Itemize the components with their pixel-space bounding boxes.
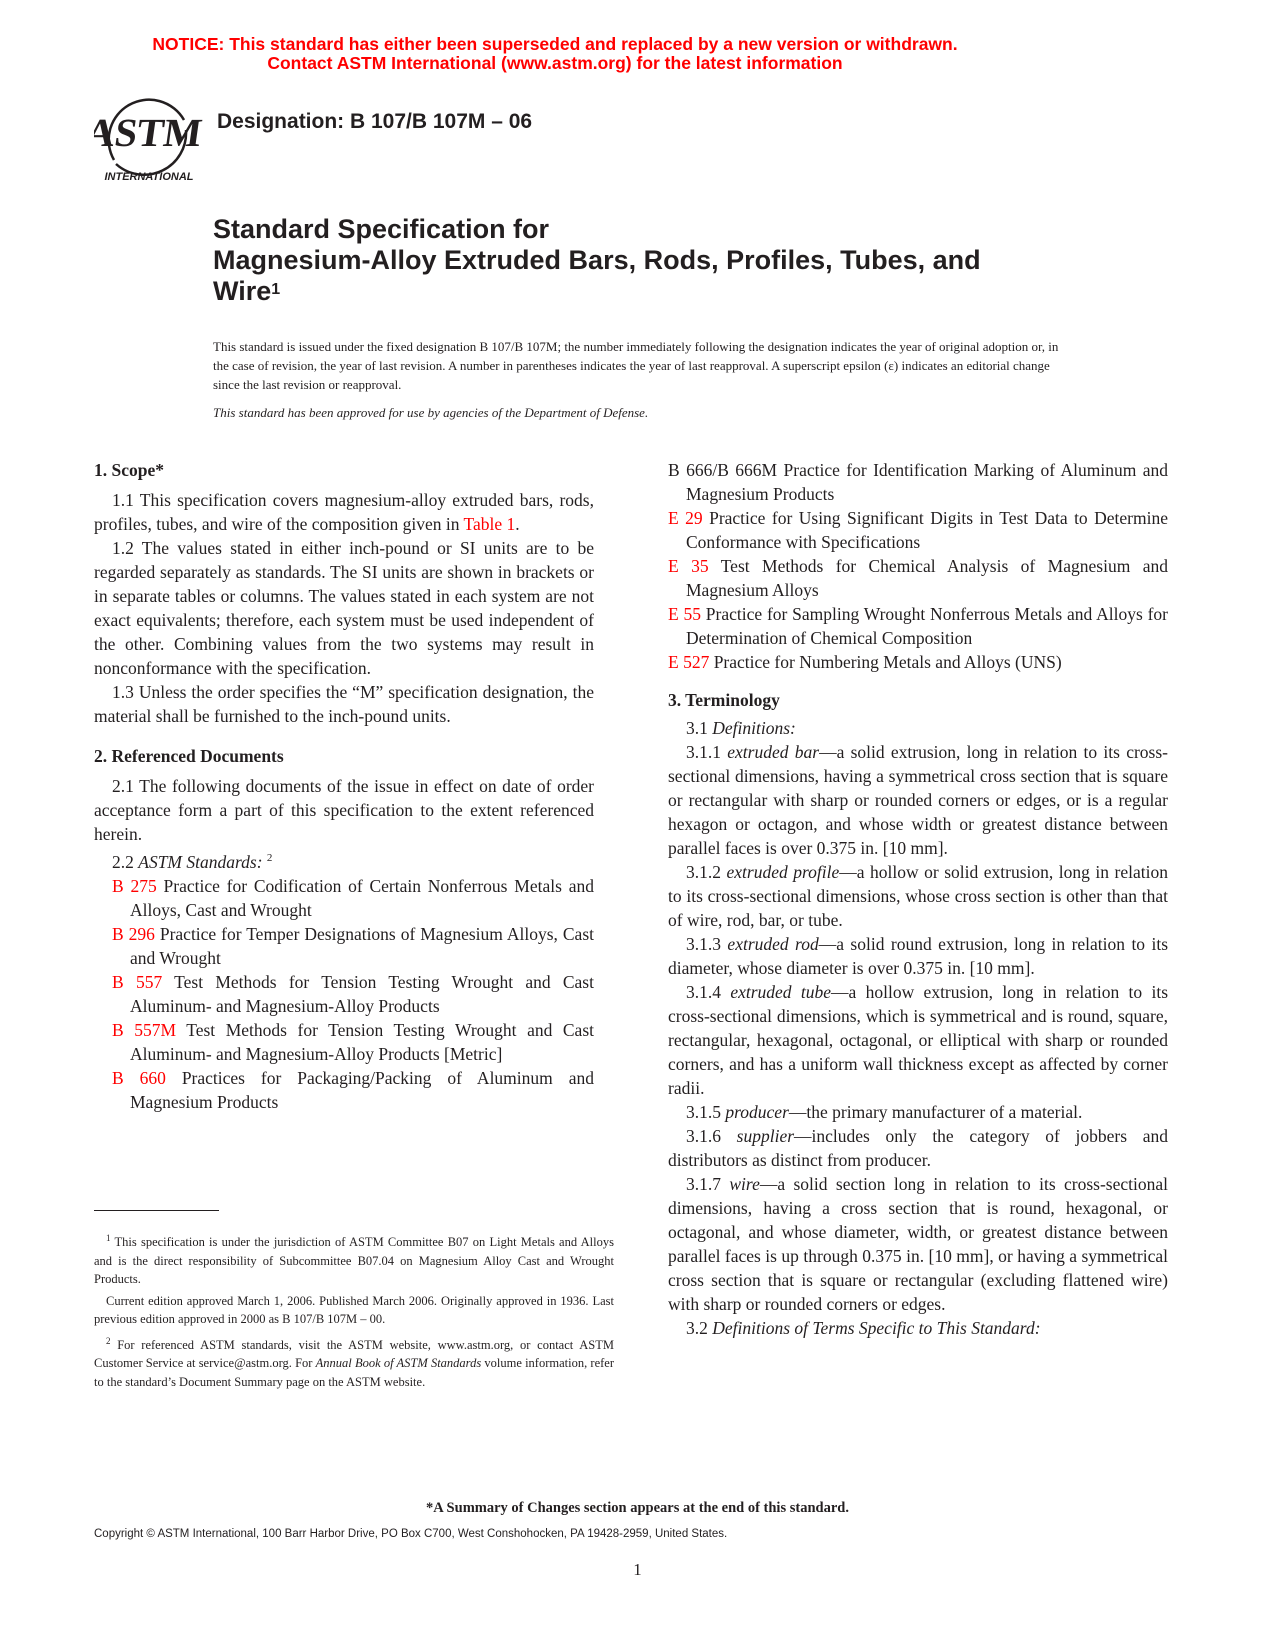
ref-b296: B 296 Practice for Temper Designations of Magnesium Alloys, Cast and Wrought [112,923,594,968]
issued-note: This standard is issued under the fixed designation B 107/B 107M; the number immediately following the designation indicates the year of original adoption or, in the case of revision, the year of last revision. A number in parentheses indicates the year of last reapproval. A superscript epsilon (ε) indicates an editorial change since the last revision or reapproval. [213,339,1059,392]
dod-note: This standard has been approved for use by agencies of the Department of Defense. [213,405,649,420]
logo-text: INTERNATIONAL [104,171,194,183]
copyright: Copyright © ASTM International, 100 Barr Harbor Drive, PO Box C700, West Conshohocken, PA 19428-2959, United States. [94,1528,728,1540]
definition-3-1-7: 3.1.7 wire—a solid section long in relation to its cross-sectional dimensions, having a cross section that is round, hexagonal, or octagonal, and whose diameter, width, or greatest distance between parallel faces is up through 0.375 in. [10 mm], or having a symmetrical cross section that is square or rectangular (excluding flattened wire) with sharp or rounded corners or edges. [668,1174,1168,1314]
logo-mark: ASTM [94,110,204,155]
ref-b275: B 275 Practice for Codification of Certain Nonferrous Metals and Alloys, Cast and Wrought [112,875,594,920]
title-line-3: Wire$^1$ [213,276,281,306]
footnote-divider [94,1210,219,1211]
summary-of-changes-note: *A Summary of Changes section appears at the end of this standard. [426,1500,849,1516]
ref-b666: B 666/B 666M Practice for Identification Marking of Aluminum and Magnesium Products [668,460,1168,504]
definition-3-1-5: 3.1.5 producer—the primary manufacturer of a material. [686,1102,1083,1122]
footnote-1-edition: Current edition approved March 1, 2006. Published March 2006. Originally approved in 1936. Last previous edition approved in 2000 as B 107/B 107M – 00. [94,1293,614,1327]
designation: Designation: B 107/B 107M – 06 [217,110,533,133]
terminology-heading: 3. Terminology [668,690,780,710]
definition-3-1-4: 3.1.4 extruded tube—a hollow extrusion, long in relation to its cross-sectional dimensions, which is symmetrical and is round, square, rectangular, hexagonal, octagonal, or elliptical with sharp or rounded corners, and has a uniform wall thickness except as affected by corner radii. [668,982,1169,1098]
ref-e527: E 527 Practice for Numbering Metals and Alloys (UNS) [668,652,1062,672]
left-column [94,458,594,1114]
definition-3-1-6: 3.1.6 supplier—includes only the category of jobbers and distributors as distinct from producer. [668,1126,1168,1170]
page-number: 1 [633,1560,642,1579]
footnote-2: $^2$ For referenced ASTM standards, visit the ASTM website, www.astm.org, or contact ASTM Customer Service at service@astm.org. For Annual Book of ASTM Standards volume information, refer to the standard’s Document Summary page on the ASTM website. [94,1335,614,1389]
ref-b660: B 660 Practices for Packaging/Packing of Aluminum and Magnesium Products [112,1067,594,1112]
title-line-1: Standard Specification for [213,214,550,244]
title-line-2: Magnesium-Alloy Extruded Bars, Rods, Profiles, Tubes, and [213,245,981,275]
right-column [668,458,1168,1340]
table-1-link[interactable]: Table 1 [463,514,516,534]
ref-b557: B 557 Test Methods for Tension Testing Wrought and Cast Aluminum- and Magnesium-Alloy Products [112,971,594,1016]
page-title [213,214,1113,307]
section-2-2: 2.2 ASTM Standards: $^2$ [112,851,273,872]
ref-e55: E 55 Practice for Sampling Wrought Nonferrous Metals and Alloys for Determination of Chemical Composition [668,604,1168,648]
astm-logo-icon [94,90,204,188]
section-1-2: 1.2 The values stated in either inch-pound or SI units are to be regarded separately as standards. The SI units are shown in brackets or in separate tables or columns. The values stated in each system are not exact equivalents; therefore, each system must be used independent of the other. Combining values from the two systems may result in nonconformance with the specification. [94,538,594,678]
notice-line-2: Contact ASTM International (www.astm.org) for the latest information [267,53,843,73]
definition-3-1-1: 3.1.1 extruded bar—a solid extrusion, long in relation to its cross-sectional dimensions, having a symmetrical cross section that is square or rectangular with sharp or rounded corners or edges, or is a regular hexagon or octagon, and whose width or greatest distance between parallel faces is over 0.375 in. [10 mm]. [668,742,1169,858]
ref-e35: E 35 Test Methods for Chemical Analysis of Magnesium and Magnesium Alloys [668,556,1168,600]
title-footnote-mark: 1 [271,281,281,298]
referenced-documents-heading: 2. Referenced Documents [94,746,284,766]
definition-3-1-2: 3.1.2 extruded profile—a hollow or solid extrusion, long in relation to its cross-sectional dimensions, whose cross section is other than that of wire, rod, bar, or tube. [668,862,1168,930]
section-1-3: 1.3 Unless the order specifies the “M” specification designation, the material shall be furnished to the inch-pound units. [94,682,594,726]
footnote-1: $^1$ This specification is under the jurisdiction of ASTM Committee B07 on Light Metals and Alloys and is the direct responsibility of Subcommittee B07.04 on Magnesium Alloy Cast and Wrought Products. [94,1233,614,1287]
section-1-1: 1.1 This specification covers magnesium-alloy extruded bars, rods, profiles, tubes, and wire of the composition given in Table 1. [94,490,594,534]
section-2-1: 2.1 The following documents of the issue in effect on date of order acceptance form a part of this specification to the extent referenced herein. [94,776,594,844]
scope-heading: 1. Scope* [94,460,164,480]
definition-3-1-3: 3.1.3 extruded rod—a solid round extrusion, long in relation to its diameter, whose diameter is over 0.375 in. [10 mm]. [668,934,1169,978]
ref-b557m: B 557M Test Methods for Tension Testing Wrought and Cast Aluminum- and Magnesium-Alloy Products [Metric] [112,1019,594,1064]
footnotes [94,1229,614,1394]
notice-line-1: NOTICE: This standard has either been superseded and replaced by a new version or withdrawn. [152,34,958,54]
section-3-1: 3.1 Definitions: [686,718,796,738]
ref-e29: E 29 Practice for Using Significant Digits in Test Data to Determine Conformance with Specifications [668,508,1168,552]
section-3-2: 3.2 Definitions of Terms Specific to This Standard: [686,1318,1041,1338]
